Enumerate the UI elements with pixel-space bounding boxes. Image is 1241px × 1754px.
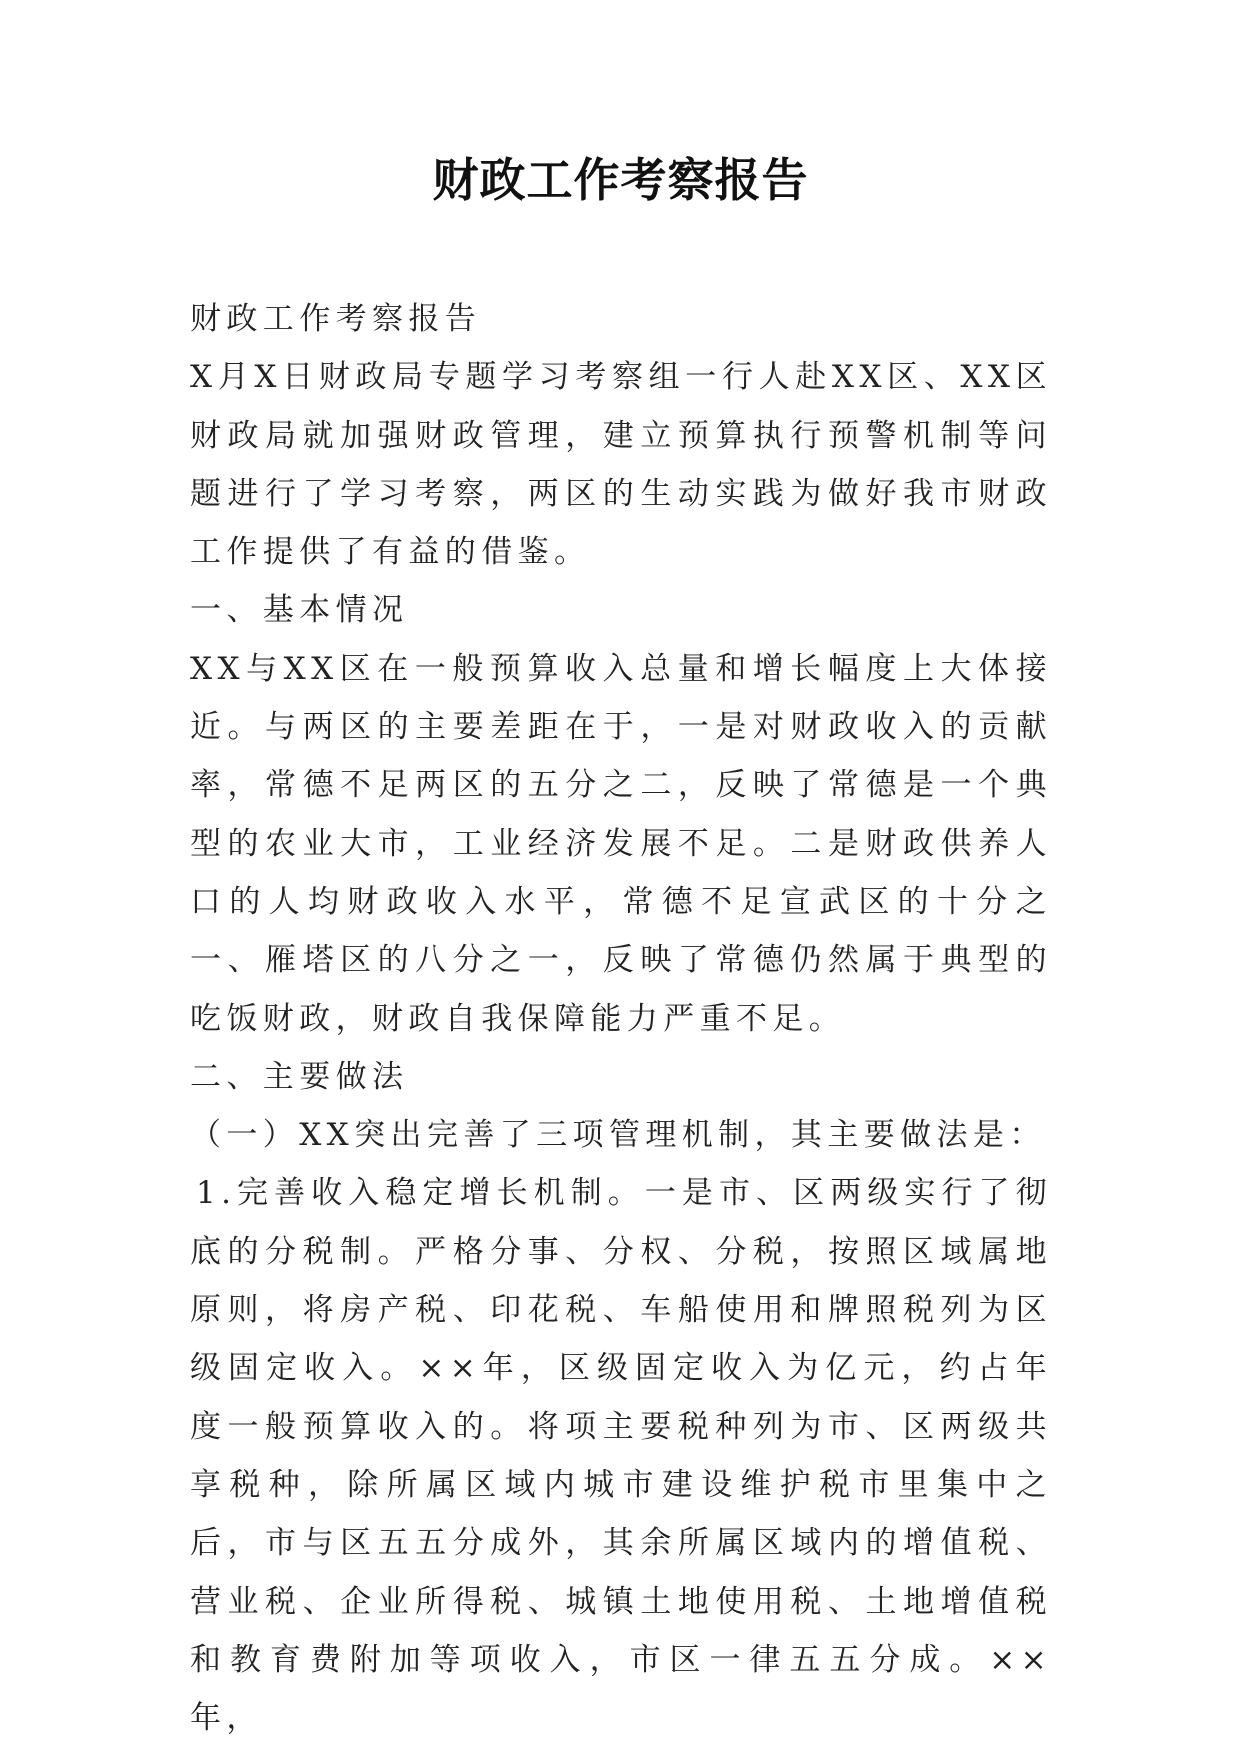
subsection-heading: （一）XX突出完善了三项管理机制，其主要做法是： <box>190 1117 1046 1154</box>
body-heading: 财政工作考察报告 <box>190 301 482 337</box>
document-title: 财政工作考察报告 <box>432 153 809 207</box>
section-heading-practices: 二、主要做法 <box>190 1058 409 1095</box>
intro-paragraph: X月X日财政局专题学习考察组一行人赴XX区、XX区财政局就加强财政管理，建立预算执行预警机制等问题进行了学习考察，两区的生动实践为做好我市财政工作提供了有益的借鉴。 <box>190 359 1052 571</box>
document-body <box>190 290 1052 1747</box>
numbered-paragraph-1: 1.完善收入稳定增长机制。一是市、区两级实行了彻底的分税制。严格分事、分权、分税，按照区域属地原则，将房产税、印花税、车船使用和牌照税列为区级固定收入。××年，区级固定收入为亿元，约占年度一般预算收入的。将项主要税种列为市、区两级共享税种，除所属区域内城市建设维护税市里集中之后，市与区五五分成外，其余所属区域内的增值税、营业税、企业所得税、城镇土地使用税、土地增值税和教育费附加等项收入，市区一律五五分成。××年， <box>190 1175 1052 1737</box>
section-heading-basic: 一、基本情况 <box>190 592 409 629</box>
basic-situation-paragraph: XX与XX区在一般预算收入总量和增长幅度上大体接近。与两区的主要差距在于，一是对财政收入的贡献率，常德不足两区的五分之二，反映了常德是一个典型的农业大市，工业经济发展不足。二是财政供养人口的人均财政收入水平，常德不足宣武区的十分之一、雁塔区的八分之一，反映了常德仍然属于典型的吃饭财政，财政自我保障能力严重不足。 <box>190 650 1052 1037</box>
